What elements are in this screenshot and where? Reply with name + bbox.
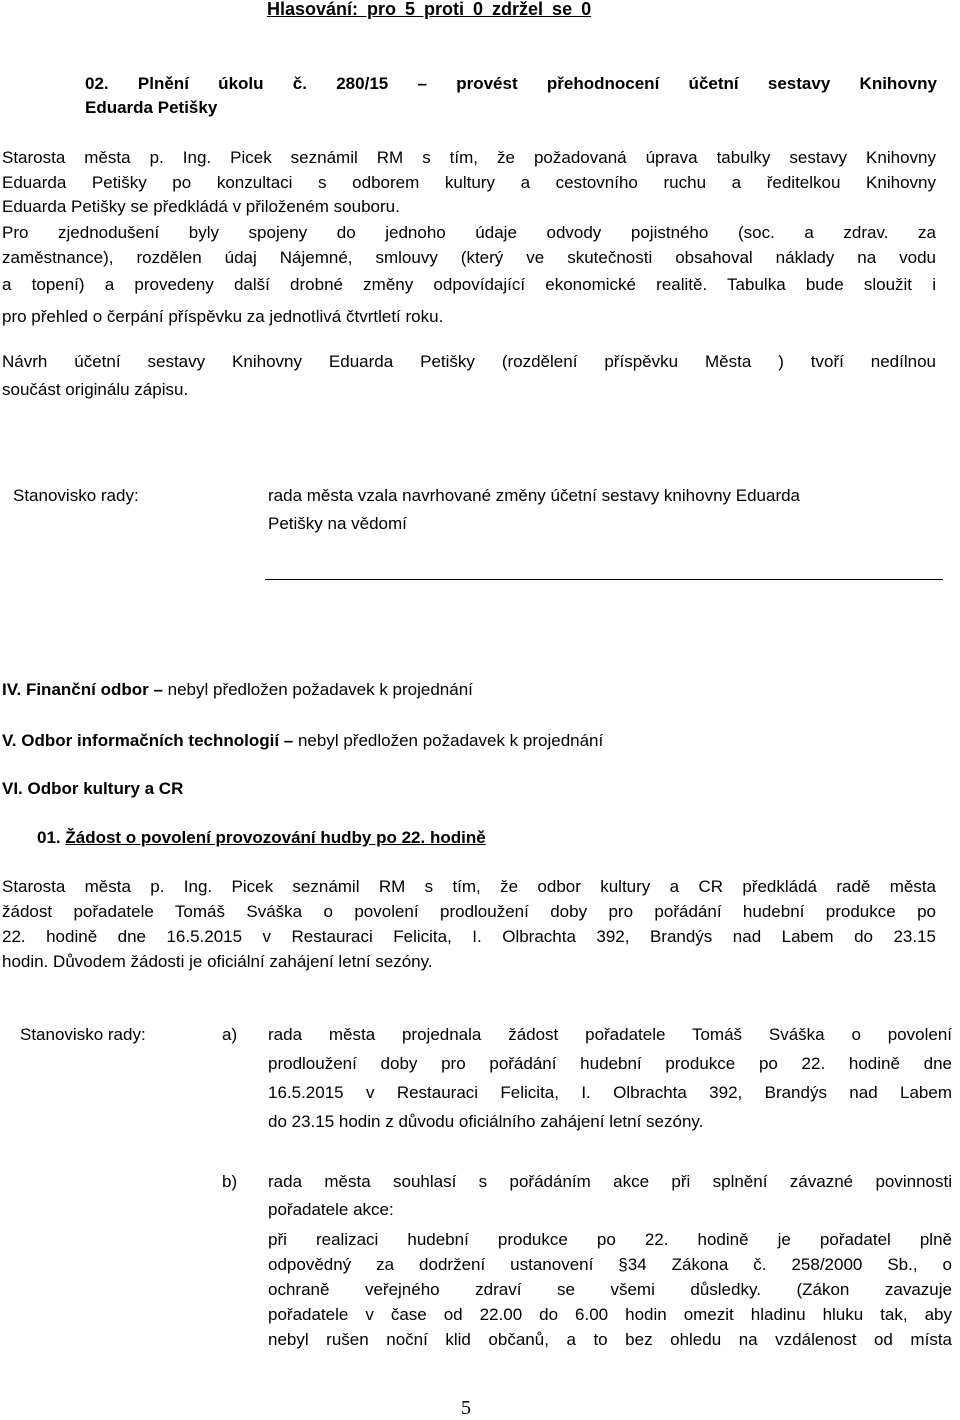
paragraph-1-line2: Eduarda Petišky po konzultaci s odborem kultury a cestovního ruchu a ředitelkou Knihovny xyxy=(2,173,936,192)
paragraph-4-line3: 22. hodině dne 16.5.2015 v Restauraci Felicita, I. Olbrachta 392, Brandýs nad Labem do 23.15 xyxy=(2,927,936,946)
paragraph-2-line1: Pro zjednodušení byly spojeny do jednoho údaje odvody pojistného (soc. a zdrav. za xyxy=(2,223,936,242)
paragraph-1-line1: Starosta města p. Ing. Picek seznámil RM s tím, že požadovaná úprava tabulky sestavy Knihovny xyxy=(2,148,936,167)
opinion-a-line1: rada města projednala žádost pořadatele Tomáš Sváška o povolení xyxy=(268,1025,952,1044)
paragraph-4-line1: Starosta města p. Ing. Picek seznámil RM s tím, že odbor kultury a CR předkládá radě města xyxy=(2,877,936,896)
item-heading-02-line2: Eduarda Petišky xyxy=(85,98,218,117)
section-v: V. Odbor informačních technologií – nebyl předložen požadavek k projednání xyxy=(2,731,604,750)
opinion-b-line1: rada města souhlasí s pořádáním akce při splnění závazné povinnosti xyxy=(268,1172,952,1191)
opinion-a-line2: prodloužení doby pro pořádání hudební produkce po 22. hodině dne xyxy=(268,1054,952,1073)
paragraph-2-line3: a topení) a provedeny další drobné změny odpovídající ekonomické realitě. Tabulka bude sloužit i xyxy=(2,275,936,294)
council-opinion-text-1-line1: rada města vzala navrhované změny účetní sestavy knihovny Eduarda xyxy=(268,486,801,505)
voting-result: Hlasování: pro 5 proti 0 zdržel se 0 xyxy=(267,0,592,19)
opinion-b-line6: pořadatele v čase od 22.00 do 6.00 hodin omezit hladinu hluku tak, aby xyxy=(268,1305,952,1324)
opinion-marker-a: a) xyxy=(222,1025,238,1044)
opinion-marker-b: b) xyxy=(222,1172,238,1191)
paragraph-2-line4: pro přehled o čerpání příspěvku za jednotlivá čtvrtletí roku. xyxy=(2,307,444,326)
paragraph-3-line2: součást originálu zápisu. xyxy=(2,380,189,399)
council-opinion-label-2: Stanovisko rady: xyxy=(20,1025,146,1044)
council-opinion-label-1: Stanovisko rady: xyxy=(13,486,139,505)
opinion-b-line2: pořadatele akce: xyxy=(268,1200,394,1219)
paragraph-4-line4: hodin. Důvodem žádosti je oficiální zahájení letní sezóny. xyxy=(2,952,433,971)
paragraph-1-line3: Eduarda Petišky se předkládá v přiloženém souboru. xyxy=(2,197,400,216)
opinion-b-line4: odpovědný za dodržení ustanovení §34 Zákona č. 258/2000 Sb., o xyxy=(268,1255,952,1274)
signature-rule xyxy=(265,579,943,580)
council-opinion-text-1-line2: Petišky na vědomí xyxy=(268,514,407,533)
opinion-b-line3: při realizaci hudební produkce po 22. hodině je pořadatel plně xyxy=(268,1230,952,1249)
opinion-a-line4: do 23.15 hodin z důvodu oficiálního zahájení letní sezóny. xyxy=(268,1112,704,1131)
item-heading-01: 01. Žádost o povolení provozování hudby po 22. hodině xyxy=(37,828,486,847)
opinion-b-line7: nebyl rušen noční klid občanů, a to bez ohledu na vzdálenost od místa xyxy=(268,1330,952,1349)
section-vi-heading: VI. Odbor kultury a CR xyxy=(2,779,184,798)
item-heading-02-line1: 02. Plnění úkolu č. 280/15 – provést přehodnocení účetní sestavy Knihovny xyxy=(85,74,937,93)
section-iv: IV. Finanční odbor – nebyl předložen požadavek k projednání xyxy=(2,680,473,699)
opinion-a-line3: 16.5.2015 v Restauraci Felicita, I. Olbrachta 392, Brandýs nad Labem xyxy=(268,1083,952,1102)
paragraph-2-line2: zaměstnance), rozdělen údaj Nájemné, smlouvy (který ve skutečnosti obsahoval náklady na vodu xyxy=(2,248,936,267)
page-number: 5 xyxy=(461,1397,471,1419)
paragraph-3-line1: Návrh účetní sestavy Knihovny Eduarda Petišky (rozdělení příspěvku Města ) tvoří nedílnou xyxy=(2,352,936,371)
opinion-b-line5: ochraně veřejného zdraví se všemi důsledky. (Zákon zavazuje xyxy=(268,1280,952,1299)
paragraph-4-line2: žádost pořadatele Tomáš Sváška o povolení prodloužení doby pro pořádání hudební produkce po xyxy=(2,902,936,921)
